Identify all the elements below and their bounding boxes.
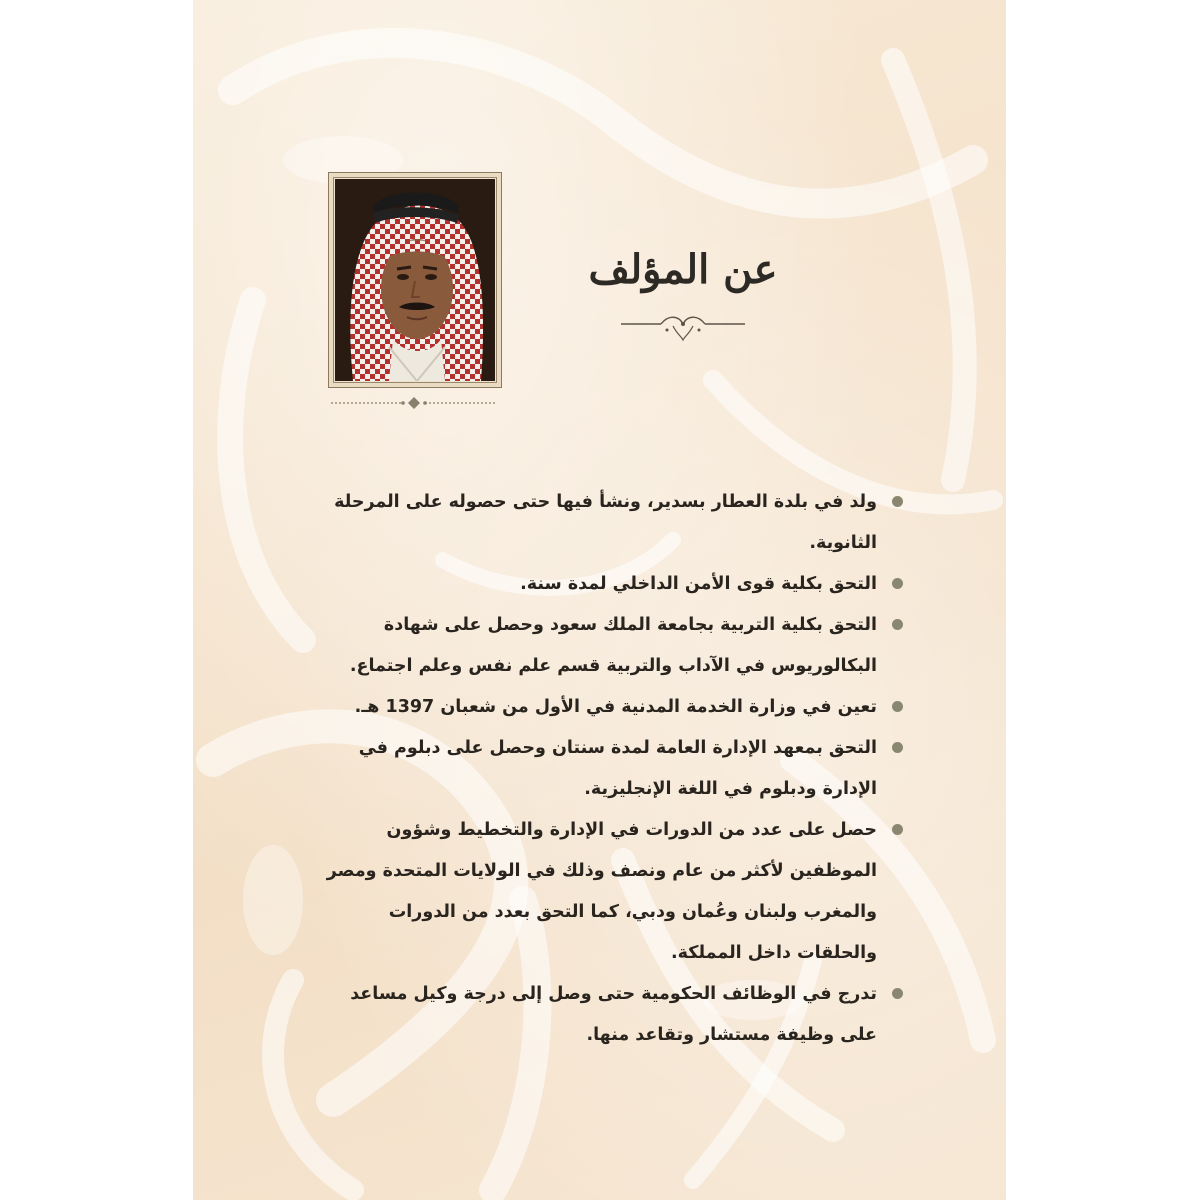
round-bullet-icon xyxy=(892,619,903,630)
bio-item xyxy=(313,564,903,605)
flourish-divider-icon xyxy=(621,312,745,344)
bio-item-text: حصل على عدد من الدورات في الإدارة والتخطيط وشؤون الموظفين لأكثر من عام ونصف وذلك في الولايات المتحدة ومصر والمغرب ولبنان وعُمان ودبي، كما التحق بعدد من الدورات والحلقات داخل المملكة. xyxy=(326,820,877,963)
round-bullet-icon xyxy=(892,824,903,835)
bio-item-text: ولد في بلدة العطار بسدير، ونشأ فيها حتى حصوله على المرحلة الثانوية. xyxy=(334,492,877,553)
round-bullet-icon xyxy=(892,701,903,712)
bio-item xyxy=(313,605,903,687)
book-page xyxy=(193,0,1006,1200)
bio-item xyxy=(313,728,903,810)
author-portrait-frame xyxy=(328,172,502,388)
bio-item xyxy=(313,974,903,1056)
bio-item xyxy=(313,810,903,974)
bio-item-text: التحق بمعهد الإدارة العامة لمدة سنتان وحصل على دبلوم في الإدارة ودبلوم في اللغة الإنجليزية. xyxy=(358,738,877,799)
page-title: عن المؤلف xyxy=(588,246,778,293)
author-portrait xyxy=(335,179,495,381)
round-bullet-icon xyxy=(892,988,903,999)
author-bio-list xyxy=(313,482,903,1056)
round-bullet-icon xyxy=(892,742,903,753)
scroll-divider-icon xyxy=(331,396,497,410)
round-bullet-icon xyxy=(892,496,903,507)
bio-item-text: التحق بكلية قوى الأمن الداخلي لمدة سنة. xyxy=(520,574,877,594)
round-bullet-icon xyxy=(892,578,903,589)
bio-item-text: التحق بكلية التربية بجامعة الملك سعود وحصل على شهادة البكالوريوس في الآداب والتربية قسم علم نفس وعلم اجتماع. xyxy=(349,615,877,676)
bio-item xyxy=(313,687,903,728)
bio-item xyxy=(313,482,903,564)
bio-item-text: تدرج في الوظائف الحكومية حتى وصل إلى درجة وكيل مساعد على وظيفة مستشار وتقاعد منها. xyxy=(350,984,877,1045)
bio-item-text: تعين في وزارة الخدمة المدنية في الأول من شعبان 1397 هـ. xyxy=(354,697,877,717)
